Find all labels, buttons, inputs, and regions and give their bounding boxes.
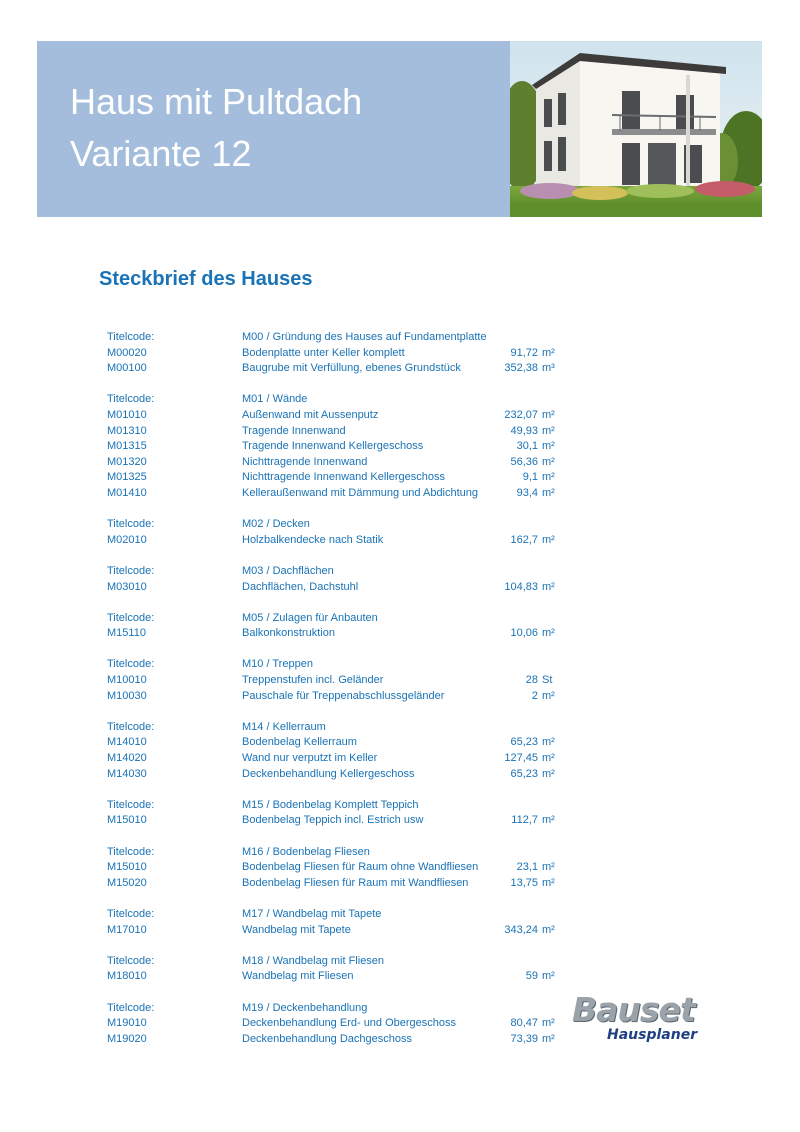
item-quantity: 30,1 <box>516 440 538 453</box>
item-code: M02010 <box>107 533 147 546</box>
title-code-label: Titelcode: <box>107 564 155 577</box>
spec-group <box>107 907 567 938</box>
item-quantity: 59 <box>525 970 538 983</box>
spec-group <box>107 720 567 782</box>
item-quantity: 2 <box>531 689 538 702</box>
item-description: Holzbalkendecke nach Statik <box>242 533 384 546</box>
spec-item-row <box>107 767 567 783</box>
spec-group <box>107 517 567 548</box>
item-unit: m² <box>542 471 555 484</box>
group-title: M01 / Wände <box>242 393 308 406</box>
item-quantity: 127,45 <box>504 752 538 765</box>
item-unit: m² <box>542 861 555 874</box>
item-quantity: 93,4 <box>516 486 538 499</box>
spec-group <box>107 392 567 501</box>
item-description: Bodenbelag Fliesen für Raum ohne Wandfliesen <box>242 861 479 874</box>
item-code: M15110 <box>107 627 146 640</box>
spec-item-row <box>107 361 567 377</box>
spec-group <box>107 330 567 377</box>
logo-sub-text: Hausplaner <box>607 1027 698 1043</box>
group-title: M17 / Wandbelag mit Tapete <box>242 907 382 920</box>
group-header-row <box>107 907 567 923</box>
title-code-label: Titelcode: <box>107 954 155 967</box>
group-header-row <box>107 517 567 533</box>
spec-group <box>107 564 567 595</box>
item-code: M00020 <box>107 346 147 359</box>
spec-item-row <box>107 439 567 455</box>
spec-item-row <box>107 1032 567 1048</box>
spec-item-row <box>107 346 567 362</box>
item-description: Wandbelag mit Tapete <box>242 923 351 936</box>
item-quantity: 112,7 <box>511 814 538 827</box>
item-code: M15020 <box>107 876 147 889</box>
spec-group <box>107 798 567 829</box>
item-unit: m² <box>542 814 555 827</box>
spec-group <box>107 611 567 642</box>
spec-group <box>107 954 567 985</box>
group-header-row <box>107 1001 567 1017</box>
house-photo <box>510 41 762 217</box>
title-code-label: Titelcode: <box>107 720 155 733</box>
item-quantity: 13,75 <box>510 876 538 889</box>
item-code: M01325 <box>107 471 147 484</box>
item-description: Nichttragende Innenwand <box>242 455 368 468</box>
item-unit: m² <box>542 736 555 749</box>
item-quantity: 23,1 <box>516 861 538 874</box>
spec-item-row <box>107 923 567 939</box>
group-title: M19 / Deckenbehandlung <box>242 1001 368 1014</box>
title-line-1: Haus mit Pultdach <box>70 81 363 122</box>
item-quantity: 80,47 <box>510 1017 538 1030</box>
item-quantity: 104,83 <box>504 580 538 593</box>
item-description: Außenwand mit Aussenputz <box>242 408 379 421</box>
group-header-row <box>107 330 567 346</box>
item-unit: m³ <box>542 362 555 375</box>
item-description: Pauschale für Treppenabschlussgeländer <box>242 689 445 702</box>
item-quantity: 65,23 <box>510 767 538 780</box>
bauset-logo <box>570 990 715 1046</box>
item-unit: m² <box>542 486 555 499</box>
item-description: Wand nur verputzt im Keller <box>242 752 378 765</box>
spec-item-row <box>107 689 567 705</box>
group-title: M14 / Kellerraum <box>242 720 326 733</box>
title-code-label: Titelcode: <box>107 393 155 406</box>
item-description: Nichttragende Innenwand Kellergeschoss <box>242 471 446 484</box>
item-description: Bodenbelag Kellerraum <box>242 736 357 749</box>
item-code: M18010 <box>107 970 147 983</box>
spec-item-row <box>107 751 567 767</box>
item-code: M10030 <box>107 689 147 702</box>
group-title: M10 / Treppen <box>242 658 313 671</box>
item-unit: m² <box>542 440 555 453</box>
group-title: M02 / Decken <box>242 518 310 531</box>
item-code: M01010 <box>107 408 147 421</box>
item-unit: m² <box>542 876 555 889</box>
spec-item-row <box>107 735 567 751</box>
title-code-label: Titelcode: <box>107 798 155 811</box>
item-description: Deckenbehandlung Erd- und Obergeschoss <box>242 1017 457 1030</box>
item-code: M14010 <box>107 736 147 749</box>
spec-item-row <box>107 813 567 829</box>
item-quantity: 10,06 <box>510 627 538 640</box>
item-unit: m² <box>542 580 555 593</box>
item-code: M01310 <box>107 424 147 437</box>
spec-group <box>107 1001 567 1048</box>
item-code: M01320 <box>107 455 147 468</box>
group-header-row <box>107 657 567 673</box>
title-code-label: Titelcode: <box>107 1001 155 1014</box>
item-unit: m² <box>542 455 555 468</box>
spec-item-row <box>107 860 567 876</box>
spec-item-row <box>107 486 567 502</box>
item-quantity: 343,24 <box>504 923 538 936</box>
item-quantity: 9,1 <box>522 471 538 484</box>
item-unit: m² <box>542 424 555 437</box>
item-code: M14020 <box>107 752 147 765</box>
spec-item-row <box>107 533 567 549</box>
item-quantity: 28 <box>525 674 538 687</box>
item-description: Deckenbehandlung Kellergeschoss <box>242 767 415 780</box>
item-unit: m² <box>542 752 555 765</box>
group-title: M05 / Zulagen für Anbauten <box>242 611 378 624</box>
item-quantity: 56,36 <box>510 455 538 468</box>
item-unit: m² <box>542 1032 555 1045</box>
item-description: Deckenbehandlung Dachgeschoss <box>242 1032 413 1045</box>
item-unit: m² <box>542 1017 555 1030</box>
item-code: M19020 <box>107 1032 147 1045</box>
spec-item-row <box>107 876 567 892</box>
item-description: Tragende Innenwand Kellergeschoss <box>242 440 424 453</box>
item-code: M10010 <box>107 674 147 687</box>
section-title: Steckbrief des Hauses <box>99 268 313 290</box>
spec-item-row <box>107 470 567 486</box>
item-unit: St <box>542 674 553 687</box>
item-description: Baugrube mit Verfüllung, ebenes Grundstück <box>242 362 461 375</box>
logo-main-text: Bauset <box>572 990 695 1029</box>
item-description: Balkonkonstruktion <box>242 627 335 640</box>
group-header-row <box>107 564 567 580</box>
title-code-label: Titelcode: <box>107 658 155 671</box>
title-code-label: Titelcode: <box>107 845 155 858</box>
item-quantity: 162,7 <box>510 533 538 546</box>
spec-list <box>107 330 567 1063</box>
item-quantity: 73,39 <box>510 1032 538 1045</box>
item-code: M14030 <box>107 767 147 780</box>
group-title: M00 / Gründung des Hauses auf Fundamentplatte <box>242 331 487 343</box>
item-description: Tragende Innenwand <box>242 424 346 437</box>
item-description: Kelleraußenwand mit Dämmung und Abdichtung <box>242 486 479 499</box>
item-unit: m² <box>542 923 555 936</box>
group-header-row <box>107 720 567 736</box>
spec-item-row <box>107 1016 567 1032</box>
spec-item-row <box>107 455 567 471</box>
group-title: M15 / Bodenbelag Komplett Teppich <box>242 798 419 811</box>
item-quantity: 91,72 <box>510 346 538 359</box>
group-title: M03 / Dachflächen <box>242 564 334 577</box>
item-unit: m² <box>542 689 555 702</box>
item-description: Bodenplatte unter Keller komplett <box>242 346 405 359</box>
group-header-row <box>107 611 567 627</box>
item-description: Treppenstufen incl. Geländer <box>242 674 384 687</box>
item-code: M19010 <box>107 1017 147 1030</box>
spec-item-row <box>107 424 567 440</box>
item-description: Dachflächen, Dachstuhl <box>242 580 359 593</box>
group-title: M18 / Wandbelag mit Fliesen <box>242 954 385 967</box>
item-unit: m² <box>542 533 555 546</box>
item-description: Wandbelag mit Fliesen <box>242 970 354 983</box>
item-quantity: 352,38 <box>504 362 538 375</box>
title-code-label: Titelcode: <box>107 907 155 920</box>
spec-item-row <box>107 580 567 596</box>
item-unit: m² <box>542 767 555 780</box>
item-quantity: 65,23 <box>510 736 538 749</box>
page-title <box>70 76 362 180</box>
title-code-label: Titelcode: <box>107 611 155 624</box>
item-code: M03010 <box>107 580 147 593</box>
spec-item-row <box>107 626 567 642</box>
group-header-row <box>107 392 567 408</box>
spec-item-row <box>107 673 567 689</box>
item-description: Bodenbelag Teppich incl. Estrich usw <box>242 814 424 827</box>
group-header-row <box>107 798 567 814</box>
title-line-2: Variante 12 <box>70 133 252 174</box>
group-header-row <box>107 845 567 861</box>
item-code: M15010 <box>107 814 147 827</box>
item-description: Bodenbelag Fliesen für Raum mit Wandfliesen <box>242 876 469 889</box>
spec-item-row <box>107 969 567 985</box>
title-code-label: Titelcode: <box>107 518 155 531</box>
group-title: M16 / Bodenbelag Fliesen <box>242 845 370 858</box>
item-quantity: 232,07 <box>504 408 538 421</box>
item-quantity: 49,93 <box>510 424 538 437</box>
item-code: M01410 <box>107 486 147 499</box>
item-code: M15010 <box>107 861 147 874</box>
item-unit: m² <box>542 627 555 640</box>
item-code: M17010 <box>107 923 147 936</box>
title-code-label: Titelcode: <box>107 331 155 343</box>
item-unit: m² <box>542 346 555 359</box>
item-unit: m² <box>542 408 555 421</box>
group-header-row <box>107 954 567 970</box>
item-code: M01315 <box>107 440 147 453</box>
spec-group <box>107 845 567 892</box>
item-code: M00100 <box>107 362 147 375</box>
item-unit: m² <box>542 970 555 983</box>
spec-group <box>107 657 567 704</box>
spec-item-row <box>107 408 567 424</box>
